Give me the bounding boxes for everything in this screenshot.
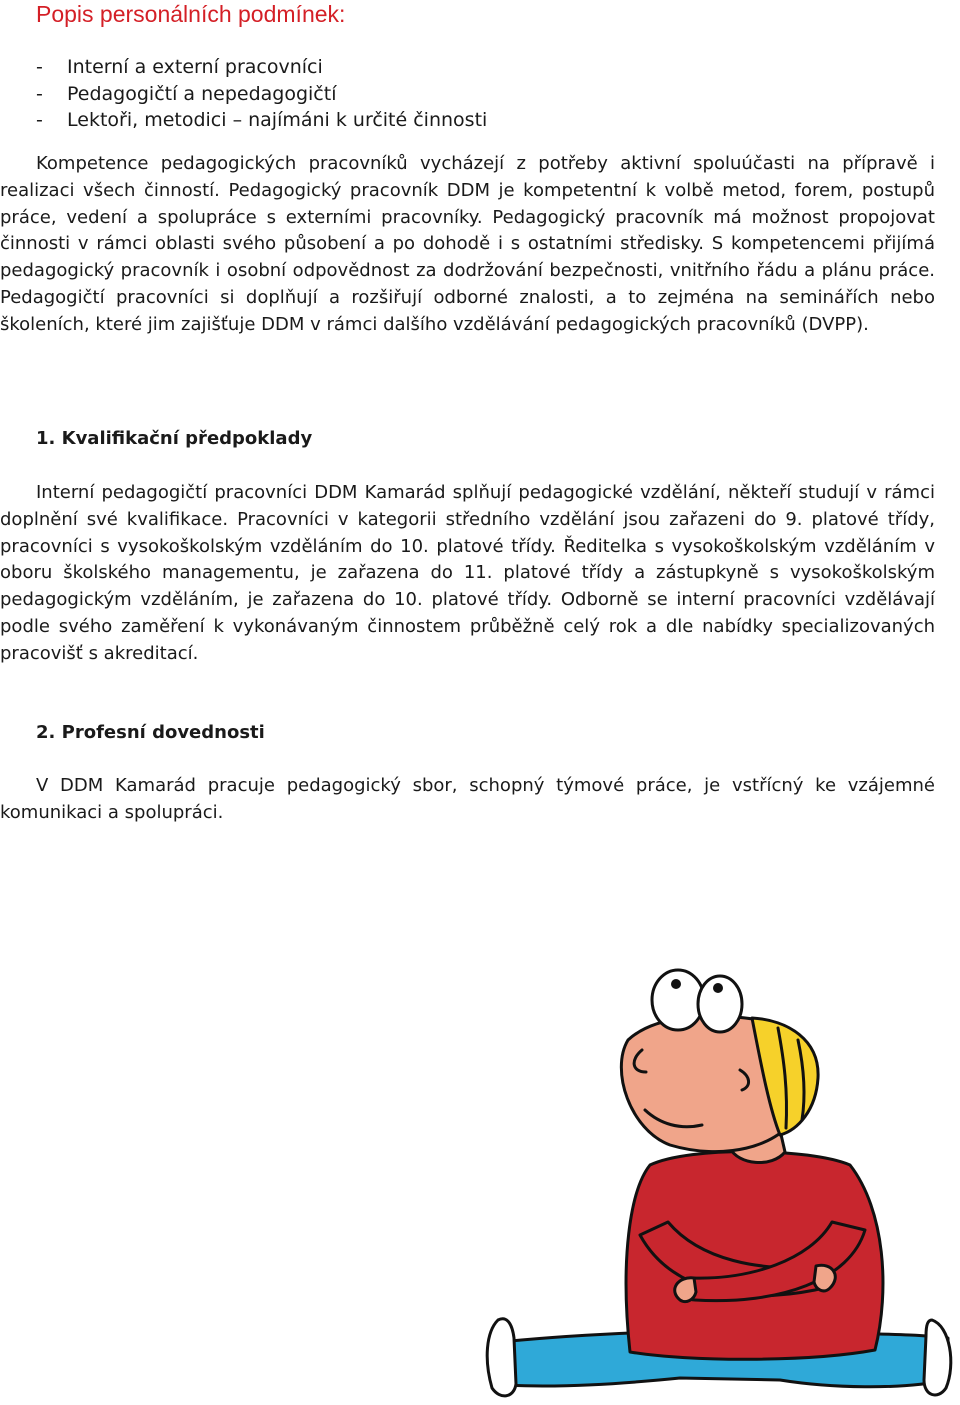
right-hand <box>675 1278 696 1302</box>
section-heading-skills: 2. Profesní dovednosti <box>36 722 265 743</box>
section-text-skills: V DDM Kamarád pracuje pedagogický sbor, schopný týmové práce, je vstřícný ke vzájemné komunikaci a spolupráci. <box>0 775 935 823</box>
left-shoe <box>487 1319 516 1396</box>
list-item <box>36 81 926 108</box>
left-hand <box>814 1265 835 1291</box>
list-item-text: Interní a externí pracovníci <box>67 56 323 78</box>
right-shoe <box>924 1320 951 1395</box>
section-heading-qualifications: 1. Kvalifikační předpoklady <box>36 428 313 449</box>
bullet-marker: - <box>36 109 43 131</box>
list-item-text: Lektoři, metodici – najímáni k určité činnosti <box>67 109 488 131</box>
left-eye <box>652 970 704 1030</box>
list-item <box>36 107 926 134</box>
bullet-marker: - <box>36 82 43 105</box>
list-item-text: Pedagogičtí a nepedagogičtí <box>67 82 337 105</box>
bullet-marker: - <box>36 56 43 78</box>
bullet-list <box>36 54 926 134</box>
page-title: Popis personálních podmínek: <box>36 1 346 27</box>
intro-paragraph: Kompetence pedagogických pracovníků vycházejí z potřeby aktivní spoluúčasti na přípravě i realizaci všech činností. Pedagogický pracovník DDM je kompetentní k volbě metod, forem, postupů práce, vedení a spolupráce s externími pracovníky. Pedagogický pracovník má možnost propojovat činnosti v rámci oblasti svého působení a po dohodě i s ostatními středisky. S kompetencemi přijímá pedagogický pracovník i osobní odpovědnost za dodržování bezpečnosti, vnitřního řádu a plánu práce. Pedagogičtí pracovníci si doplňují a rozšiřují odborné znalosti, a to zejména na seminářích nebo školeních, které jim zajišťuje DDM v rámci dalšího vzdělávání pedagogických pracovníků (DVPP). <box>0 153 935 335</box>
cartoon-boy-illustration <box>480 960 960 1405</box>
list-item <box>36 54 926 81</box>
section-text-qualifications: Interní pedagogičtí pracovníci DDM Kamarád splňují pedagogické vzdělání, někteří studují v rámci doplnění své kvalifikace. Pracovníci v kategorii středního vzdělání jsou zařazeni do 9. platové třídy, pracovníci s vysokoškolským vzděláním do 10. platové třídy. Ředitelka s vysokoškolským vzděláním v oboru školského managementu, je zařazena do 11. platové třídy a zástupkyně s vysokoškolským pedagogickým vzděláním, je zařazena do 10. platové třídy. Odborně se interní pracovníci vzdělávají podle svého zaměření k vykonávaným činnostem průběžně celý rok a dle nabídky specializovaných pracovišť s akreditací. <box>0 482 935 664</box>
